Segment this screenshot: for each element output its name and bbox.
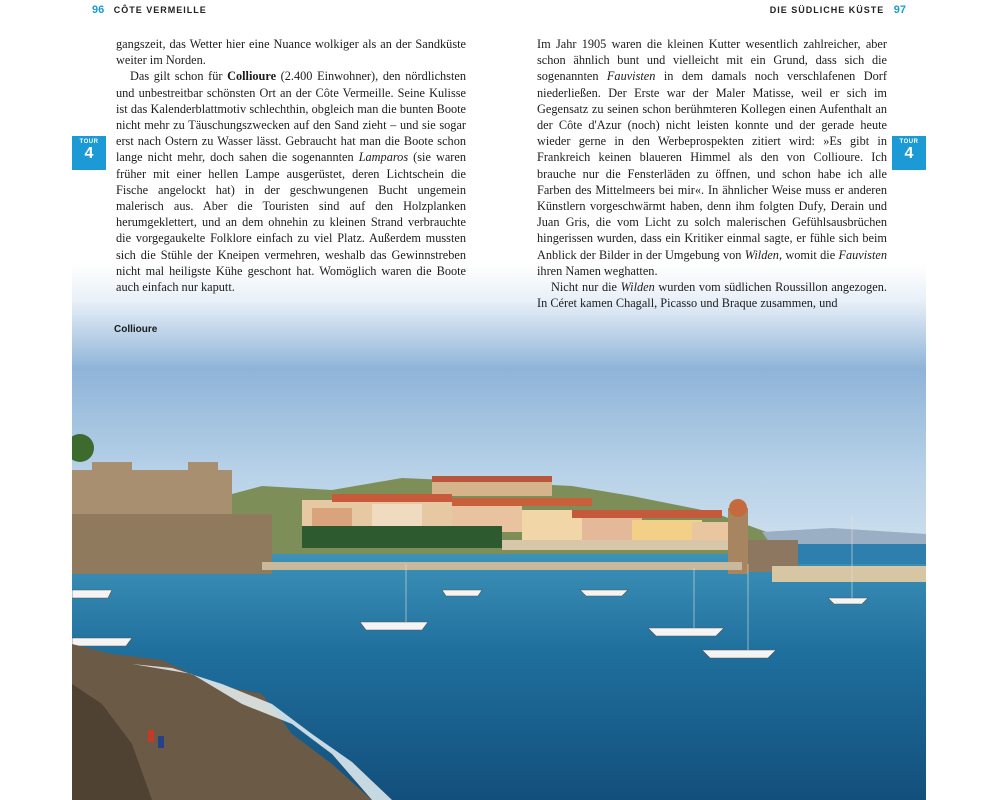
text-column-left — [116, 36, 466, 295]
tour-tab-number: 4 — [904, 145, 914, 162]
page-number-right: 97 — [893, 4, 906, 16]
page-number-left: 96 — [92, 4, 105, 16]
tour-tab-left — [72, 136, 106, 170]
photo-caption: Collioure — [114, 324, 158, 335]
paragraph: Im Jahr 1905 waren die kleinen Kutter wesentlich zahlreicher, aber schon ähnlich bunt und vielleicht mit ein Grund, dass sich die sogenannten Fauvisten in dem damals noch verschlafenen Dorf niederließen. Der Erste war der Maler Matisse, weil er sich im Gegensatz zu seinen schon berühmteren Kollegen einen Aufenthalt an der Côte d'Azur (noch) nicht leisten konnte und der gerade heute wieder gerne in den Werbeprospekten zitiert wird: »Es gibt in Frankreich keinen blaueren Himmel als den von Collioure. Ich brauche nur die Fensterläden zu öffnen, und schon habe ich alle Farben des Mittelmeers bei mir«. In ähnlicher Weise muss er anderen Künstlern vorgeschwärmt haben, denn ihm folgten Dufy, Derain und Juan Gris, die vom Licht zu solch malerischen Gefühlsausbrüchen hingerissen wurden, dass ein Kritiker einmal sagte, er fühle sich beim Anblick der Bilder in der Umgebung von Wilden, womit die Fauvisten ihren Namen weghatten. — [537, 37, 887, 278]
paragraph: Nicht nur die Wilden wurden vom südlichen Roussillon angezogen. In Céret kamen Chagall, Picasso und Braque zusammen, und — [537, 280, 887, 311]
chapter-title-left: CÔTE VERMEILLE — [113, 5, 207, 15]
running-head-left — [92, 4, 207, 16]
tour-tab-right — [892, 136, 926, 170]
paragraph: gangszeit, das Wetter hier eine Nuance wolkiger als an der Sandküste weiter im Norden. — [116, 37, 466, 68]
place-name-collioure: Collioure — [227, 69, 277, 84]
paragraph: Das gilt schon für Collioure (2.400 Einwohner), den nördlichsten und unbestreitbar schönsten Ort an der Côte Vermeille. Seine Kulisse ist das Kalenderblattmotiv schlechthin, obgleich man die bunten Boote nicht mehr zu Täuschungszwecken auf den Sand zieht – und sie sogar erst nach Ostern zu Wasser lässt. Gebraucht hat man die Boote schon lange nicht mehr, doch sahen die sogenannten Lamparos (sie waren früher mit einer hellen Lampe ausgerüstet, deren Lichtschein die Fische angelockt hat) in der geschwungenen Bucht ungemein malerisch aus. Aber die Touristen sind auf den Holzplanken herumgeklettert, und an dem ohnehin zu kleinen Strand verbrauchte die vorgegaukelte Folklore einfach zu viel Platz. Außerdem mussten sich die Stühle der Kneipen vermehren, weshalb das Gewinnstreben nicht mal heiligste Kühe geschont hat. Womöglich waren die Boote auch einfach nur kaputt. — [116, 69, 466, 295]
running-head-right — [770, 4, 906, 16]
collioure-photo — [72, 264, 926, 800]
text-column-right — [537, 36, 887, 311]
term-lamparos: Lamparos — [358, 150, 409, 165]
chapter-title-right: DIE SÜDLICHE KÜSTE — [769, 5, 885, 15]
tour-tab-label: TOUR — [79, 139, 99, 145]
tour-tab-label: TOUR — [899, 139, 919, 145]
tour-tab-number: 4 — [84, 145, 94, 162]
